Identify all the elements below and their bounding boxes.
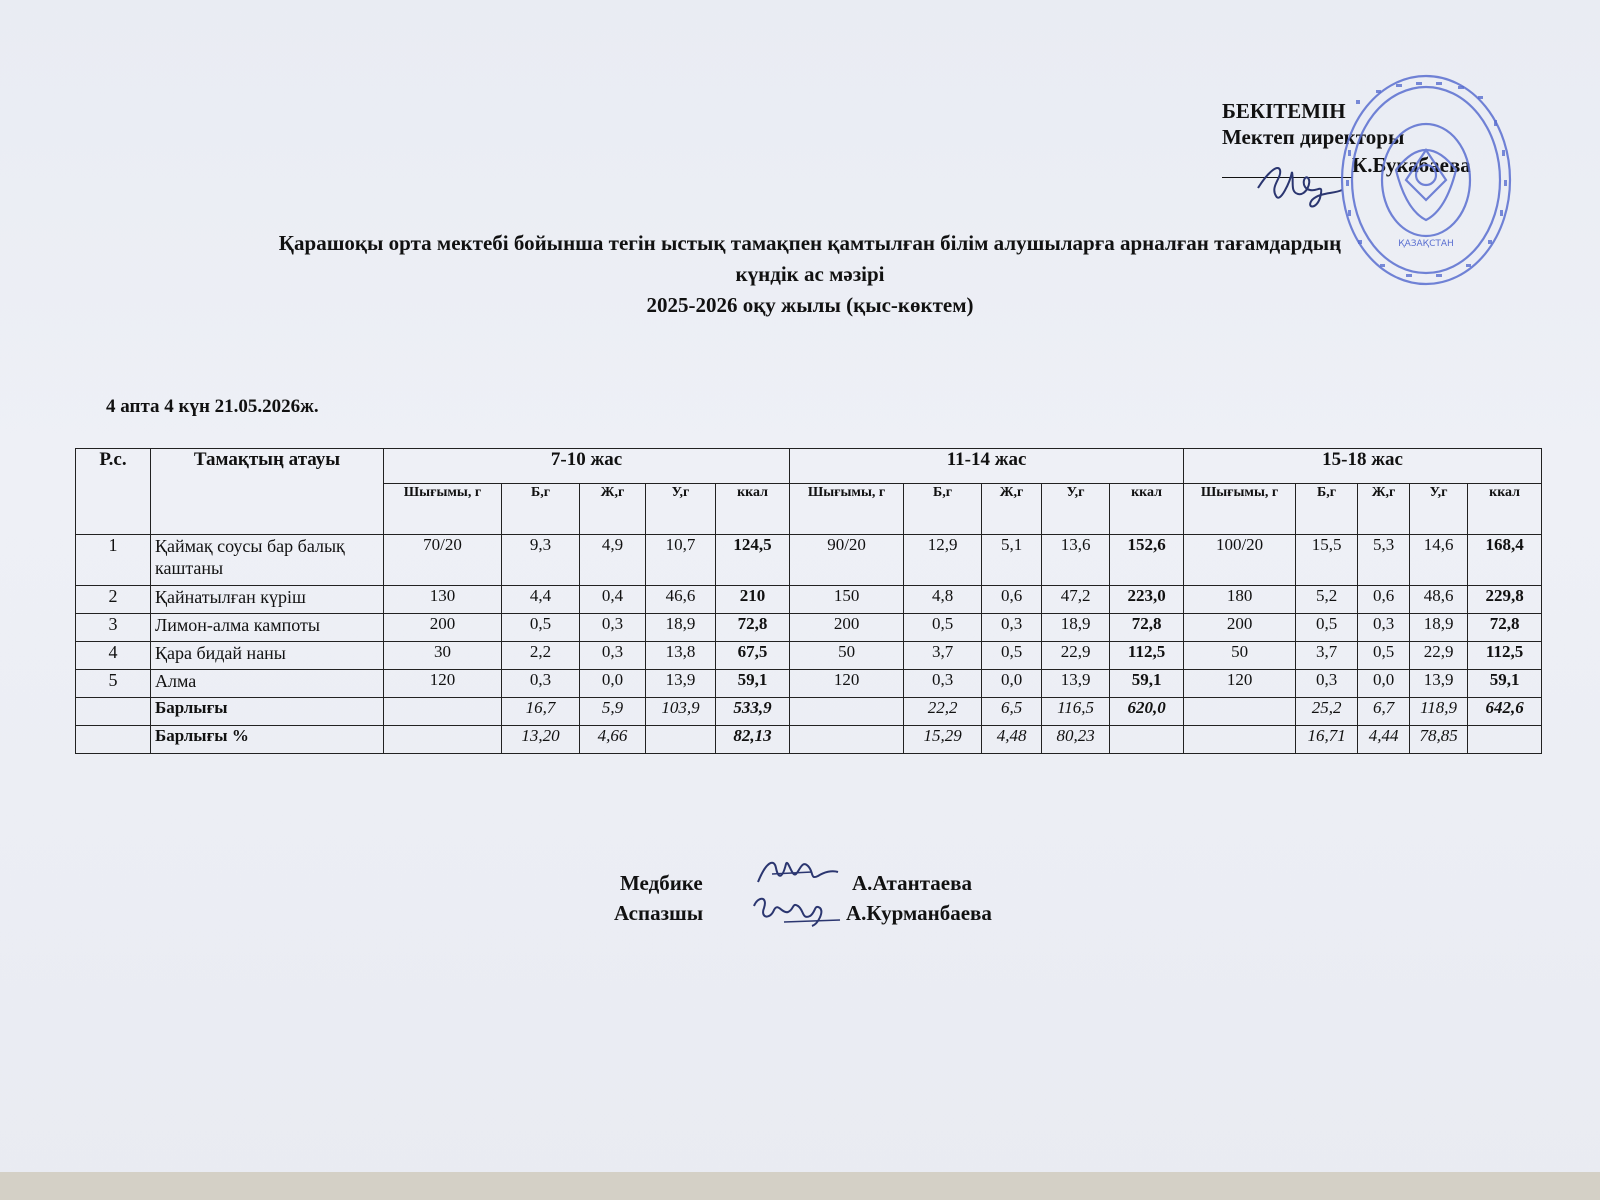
sub-header-cell: ккал <box>716 484 790 535</box>
title-line-2: күндік ас мәзірі <box>735 262 885 286</box>
sub-header-cell: Ж,г <box>580 484 646 535</box>
seal-label: ҚАЗАҚСТАН <box>1398 239 1454 249</box>
yield-cell: 30 <box>384 642 502 670</box>
nutrient-cell: 5,1 <box>982 535 1042 586</box>
yield-cell: 180 <box>1184 586 1296 614</box>
nutrient-cell: 103,9 <box>646 698 716 726</box>
yield-cell: 130 <box>384 586 502 614</box>
kcal-cell: 168,4 <box>1468 535 1542 586</box>
yield-cell: 200 <box>790 614 904 642</box>
signature-name: А.Атантаева <box>852 871 972 895</box>
kcal-cell: 59,1 <box>716 670 790 698</box>
nutrient-cell: 5,2 <box>1296 586 1358 614</box>
menu-date: 4 апта 4 күн 21.05.2026ж. <box>106 396 319 417</box>
kcal-cell: 210 <box>716 586 790 614</box>
nutrient-cell: 22,9 <box>1042 642 1110 670</box>
nutrient-cell: 10,7 <box>646 535 716 586</box>
nutrient-cell: 22,2 <box>904 698 982 726</box>
kcal-cell: 67,5 <box>716 642 790 670</box>
table-row <box>76 642 1542 670</box>
table-row <box>76 670 1542 698</box>
nutrient-cell: 12,9 <box>904 535 982 586</box>
nutrient-cell: 0,5 <box>982 642 1042 670</box>
title-line-1: Қарашоқы орта мектебі бойынша тегін ыстық тамақпен қамтылған білім алушыларға арналған тағамдардың <box>278 231 1342 255</box>
sub-header-cell: ккал <box>1110 484 1184 535</box>
dish-name: Алма <box>151 670 384 698</box>
nutrient-cell: 4,44 <box>1358 726 1410 754</box>
nutrient-cell: 0,3 <box>904 670 982 698</box>
nutrient-cell: 0,6 <box>1358 586 1410 614</box>
nurse-signature-icon <box>752 852 842 892</box>
document-title <box>90 228 1530 321</box>
dish-name: Қаймақ соусы бар балық каштаны <box>151 535 384 586</box>
nutrient-cell: 0,3 <box>502 670 580 698</box>
yield-cell: 90/20 <box>790 535 904 586</box>
yield-cell: 200 <box>1184 614 1296 642</box>
sub-header-cell: У,г <box>646 484 716 535</box>
sub-header-cell: У,г <box>1042 484 1110 535</box>
nutrient-cell: 118,9 <box>1410 698 1468 726</box>
table-row <box>76 586 1542 614</box>
kcal-cell: 112,5 <box>1468 642 1542 670</box>
nutrient-cell: 13,20 <box>502 726 580 754</box>
nutrient-cell: 16,71 <box>1296 726 1358 754</box>
nutrient-cell: 18,9 <box>1042 614 1110 642</box>
sub-header-cell: Б,г <box>904 484 982 535</box>
kcal-cell: 642,6 <box>1468 698 1542 726</box>
kcal-cell: 72,8 <box>716 614 790 642</box>
sub-header-cell: Б,г <box>1296 484 1358 535</box>
nutrient-cell: 4,48 <box>982 726 1042 754</box>
nutrient-cell: 0,3 <box>1358 614 1410 642</box>
kcal-cell: 620,0 <box>1110 698 1184 726</box>
nutrient-cell: 47,2 <box>1042 586 1110 614</box>
sub-header-cell: У,г <box>1410 484 1468 535</box>
yield-cell: 150 <box>790 586 904 614</box>
sub-header-cell: Б,г <box>502 484 580 535</box>
dish-name: Қара бидай наны <box>151 642 384 670</box>
row-number <box>76 698 151 726</box>
nutrient-cell: 0,3 <box>1296 670 1358 698</box>
nutrient-cell: 0,3 <box>982 614 1042 642</box>
kcal-cell <box>1468 726 1542 754</box>
kcal-cell: 59,1 <box>1468 670 1542 698</box>
nutrient-cell: 48,6 <box>1410 586 1468 614</box>
sub-header-cell: Шығымы, г <box>790 484 904 535</box>
nutrient-cell: 0,3 <box>580 614 646 642</box>
yield-cell: 100/20 <box>1184 535 1296 586</box>
yield-cell: 120 <box>384 670 502 698</box>
nutrient-cell: 18,9 <box>646 614 716 642</box>
col-number: Р.с. <box>76 449 151 535</box>
kcal-cell: 72,8 <box>1468 614 1542 642</box>
nutrient-cell: 13,9 <box>1042 670 1110 698</box>
signature-role: Медбике <box>620 871 703 895</box>
row-number: 3 <box>76 614 151 642</box>
nutrient-cell: 0,5 <box>904 614 982 642</box>
nutrient-cell: 6,5 <box>982 698 1042 726</box>
kcal-cell: 124,5 <box>716 535 790 586</box>
table-row <box>76 726 1542 754</box>
yield-cell <box>384 726 502 754</box>
nutrient-cell: 15,29 <box>904 726 982 754</box>
row-number <box>76 726 151 754</box>
cook-signature-icon <box>744 888 844 932</box>
nutrient-cell: 0,0 <box>580 670 646 698</box>
sub-header-cell: ккал <box>1468 484 1542 535</box>
nutrient-cell: 0,0 <box>1358 670 1410 698</box>
nutrient-cell: 14,6 <box>1410 535 1468 586</box>
nutrient-cell: 4,8 <box>904 586 982 614</box>
row-number: 1 <box>76 535 151 586</box>
sub-header-cell: Шығымы, г <box>1184 484 1296 535</box>
nutrient-cell: 80,23 <box>1042 726 1110 754</box>
nutrient-cell: 0,0 <box>982 670 1042 698</box>
bottom-surface <box>0 1172 1600 1200</box>
nutrient-cell: 6,7 <box>1358 698 1410 726</box>
signature-name: А.Курманбаева <box>846 901 992 925</box>
age-group-header: 15-18 жас <box>1184 449 1542 484</box>
kcal-cell: 72,8 <box>1110 614 1184 642</box>
nutrient-cell: 0,5 <box>502 614 580 642</box>
nutrient-cell: 9,3 <box>502 535 580 586</box>
kcal-cell: 152,6 <box>1110 535 1184 586</box>
nutrient-cell: 0,5 <box>1358 642 1410 670</box>
nutrient-cell: 3,7 <box>904 642 982 670</box>
kcal-cell: 223,0 <box>1110 586 1184 614</box>
nutrient-cell: 5,9 <box>580 698 646 726</box>
yield-cell: 200 <box>384 614 502 642</box>
sub-header-cell: Ж,г <box>982 484 1042 535</box>
dish-name: Лимон-алма кампоты <box>151 614 384 642</box>
director-signature-icon <box>1250 152 1350 222</box>
nutrient-cell: 3,7 <box>1296 642 1358 670</box>
nutrient-cell: 78,85 <box>1410 726 1468 754</box>
table-body <box>76 535 1542 754</box>
sub-header-cell: Шығымы, г <box>384 484 502 535</box>
nutrient-cell: 25,2 <box>1296 698 1358 726</box>
row-number: 4 <box>76 642 151 670</box>
total-label: Барлығы <box>151 698 384 726</box>
kcal-cell: 533,9 <box>716 698 790 726</box>
age-group-header: 11-14 жас <box>790 449 1184 484</box>
nutrient-cell: 18,9 <box>1410 614 1468 642</box>
nutrient-cell: 2,2 <box>502 642 580 670</box>
nutrient-cell: 13,6 <box>1042 535 1110 586</box>
table-header-row <box>76 449 1542 484</box>
table-row <box>76 698 1542 726</box>
nutrient-cell: 46,6 <box>646 586 716 614</box>
approval-heading: БЕКІТЕМІН <box>1222 99 1346 123</box>
nutrient-cell: 13,8 <box>646 642 716 670</box>
nutrient-cell: 0,5 <box>1296 614 1358 642</box>
menu-table <box>75 448 1542 754</box>
total-label: Барлығы % <box>151 726 384 754</box>
kcal-cell <box>1110 726 1184 754</box>
nutrient-cell: 4,4 <box>502 586 580 614</box>
approval-position: Мектеп директоры <box>1222 125 1405 149</box>
nutrient-cell: 0,4 <box>580 586 646 614</box>
table-row <box>76 535 1542 586</box>
nutrient-cell: 0,6 <box>982 586 1042 614</box>
yield-cell: 50 <box>790 642 904 670</box>
approval-signer: К.Букабаева <box>1352 153 1471 177</box>
yield-cell <box>384 698 502 726</box>
nutrient-cell: 13,9 <box>646 670 716 698</box>
dish-name: Қайнатылған күріш <box>151 586 384 614</box>
nutrient-cell: 15,5 <box>1296 535 1358 586</box>
yield-cell <box>790 698 904 726</box>
nutrient-cell: 5,3 <box>1358 535 1410 586</box>
yield-cell: 50 <box>1184 642 1296 670</box>
sub-header-cell: Ж,г <box>1358 484 1410 535</box>
kcal-cell: 112,5 <box>1110 642 1184 670</box>
kcal-cell: 229,8 <box>1468 586 1542 614</box>
yield-cell: 70/20 <box>384 535 502 586</box>
nutrient-cell: 4,9 <box>580 535 646 586</box>
title-line-3: 2025-2026 оқу жылы (қыс-көктем) <box>646 293 974 317</box>
nutrient-cell <box>646 726 716 754</box>
signature-role: Аспазшы <box>614 901 704 925</box>
row-number: 5 <box>76 670 151 698</box>
yield-cell <box>1184 698 1296 726</box>
nutrient-cell: 22,9 <box>1410 642 1468 670</box>
kcal-cell: 82,13 <box>716 726 790 754</box>
nutrient-cell: 16,7 <box>502 698 580 726</box>
nutrient-cell: 4,66 <box>580 726 646 754</box>
kcal-cell: 59,1 <box>1110 670 1184 698</box>
table-row <box>76 614 1542 642</box>
nutrient-cell: 0,3 <box>580 642 646 670</box>
yield-cell: 120 <box>1184 670 1296 698</box>
nutrient-cell: 116,5 <box>1042 698 1110 726</box>
yield-cell: 120 <box>790 670 904 698</box>
age-group-header: 7-10 жас <box>384 449 790 484</box>
row-number: 2 <box>76 586 151 614</box>
col-dish-name: Тамақтың атауы <box>151 449 384 535</box>
yield-cell <box>790 726 904 754</box>
yield-cell <box>1184 726 1296 754</box>
nutrient-cell: 13,9 <box>1410 670 1468 698</box>
